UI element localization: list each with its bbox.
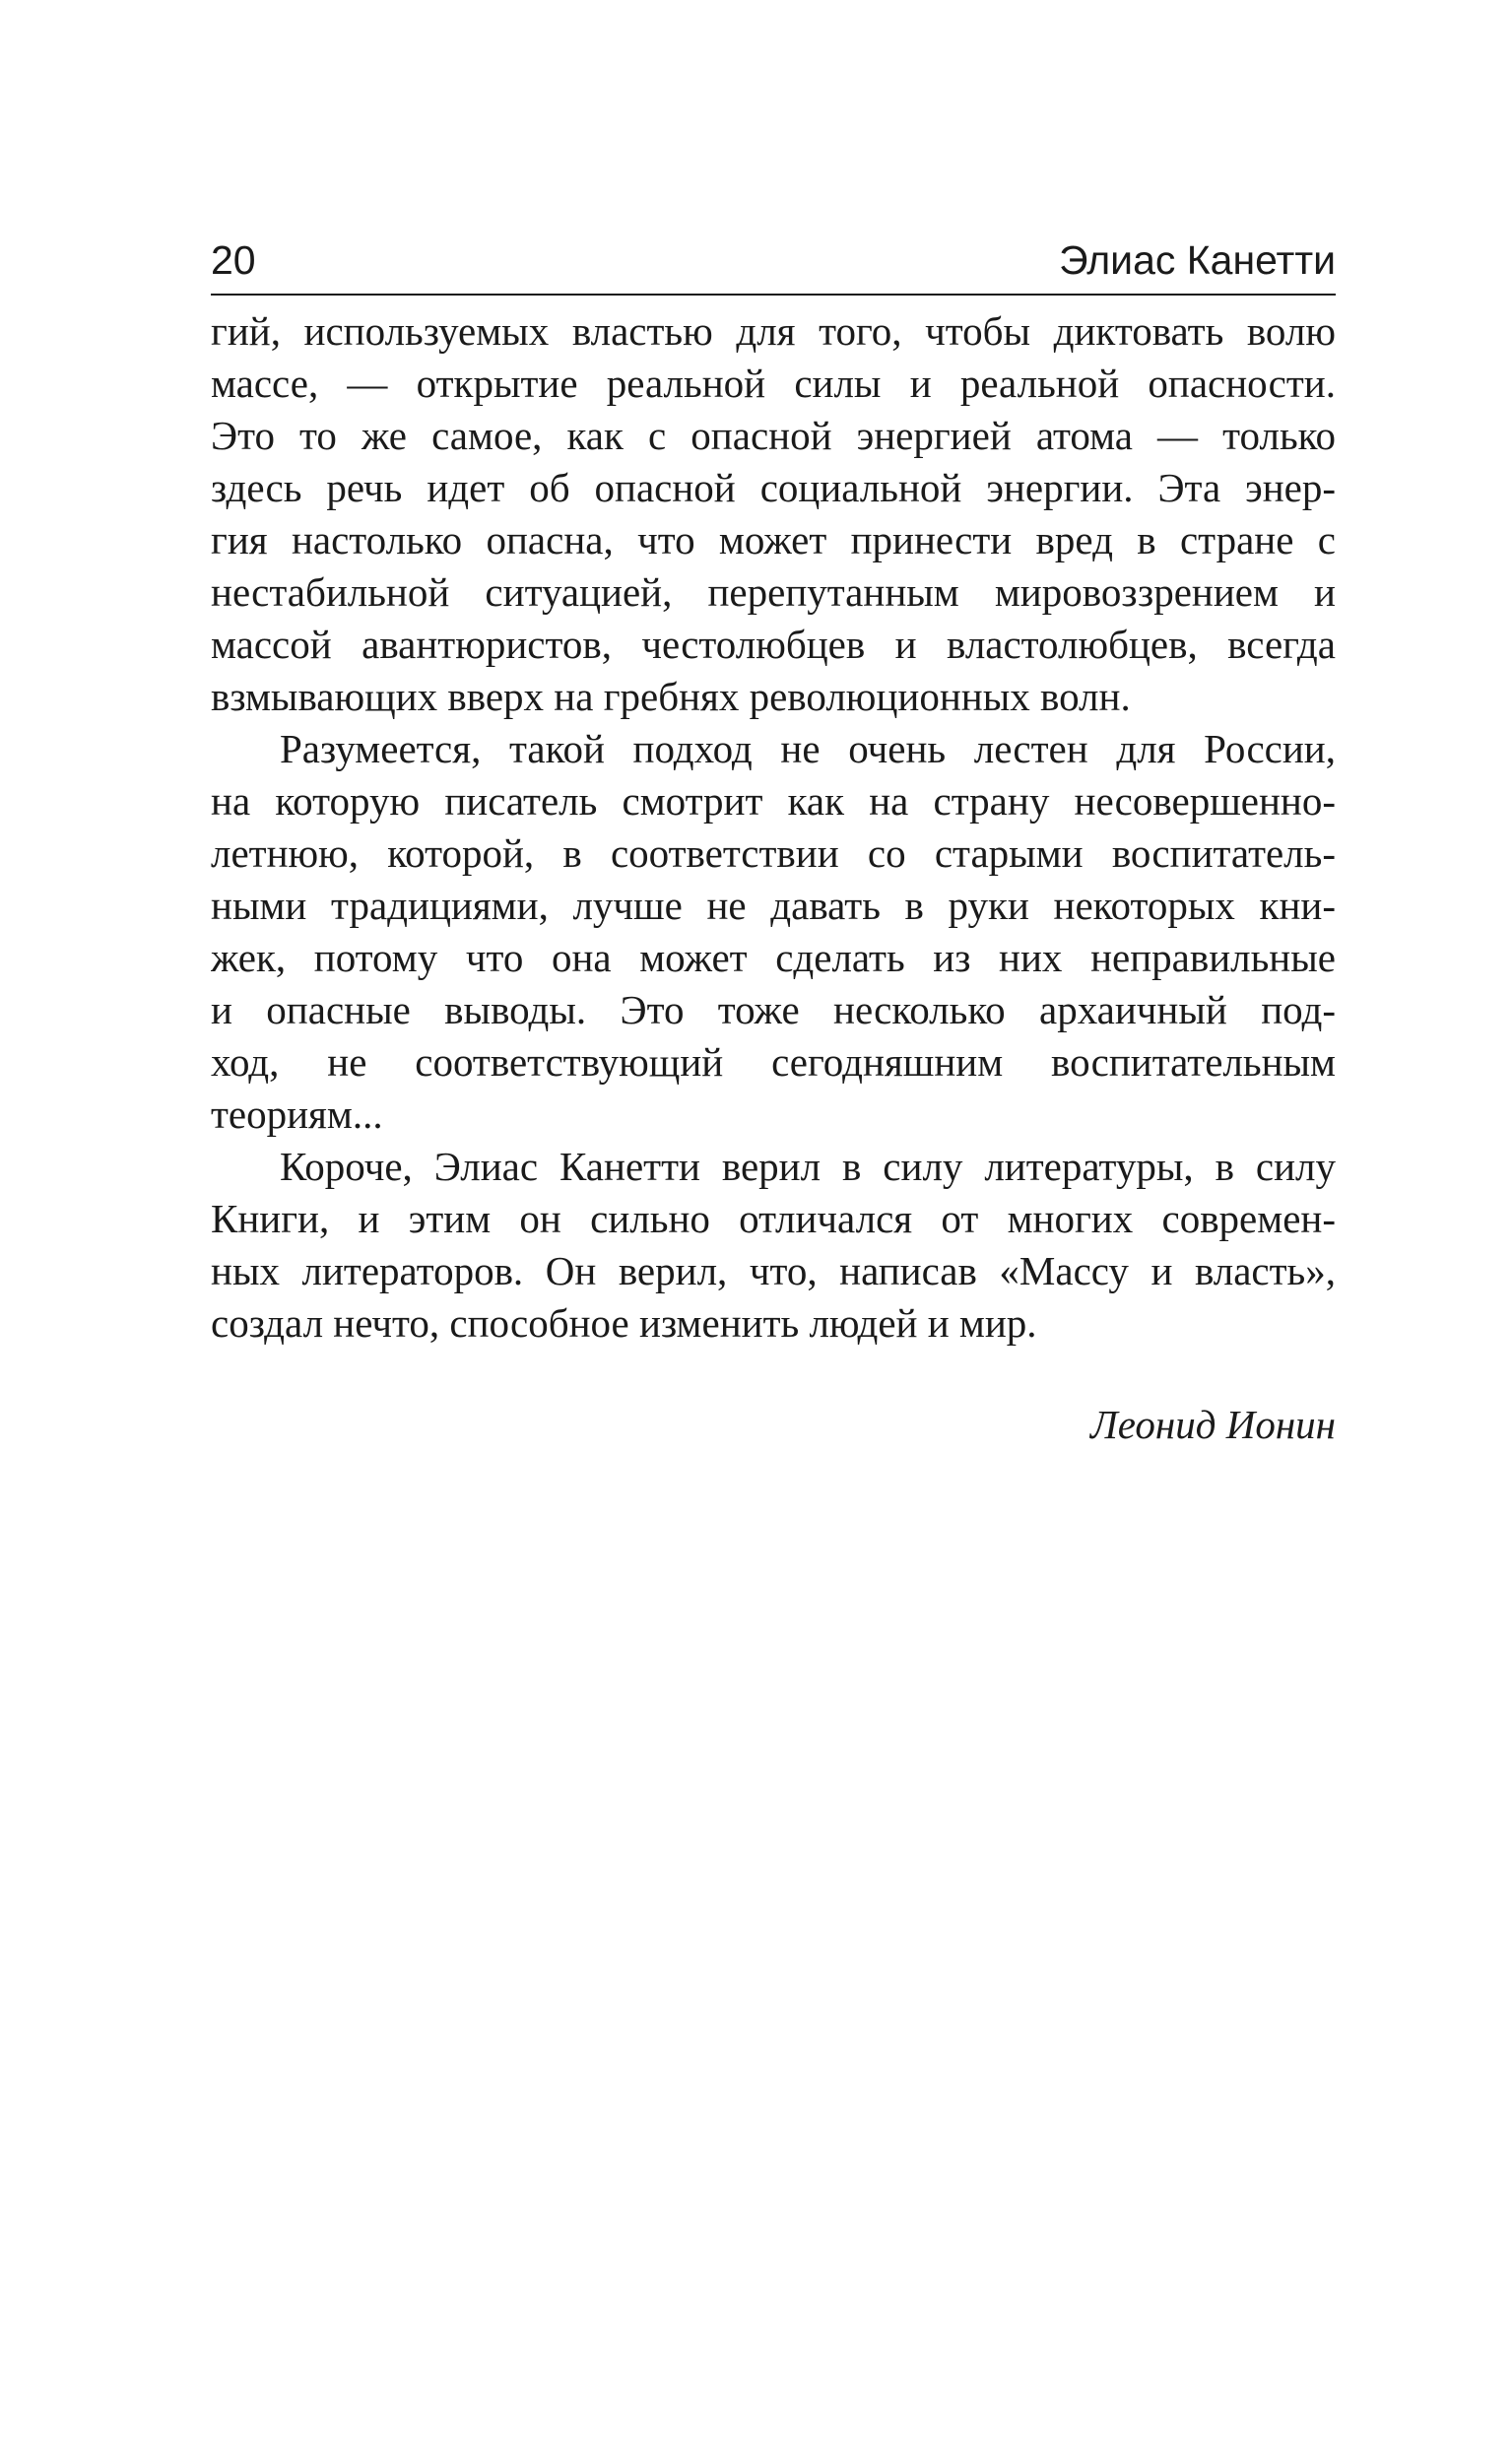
text-line: создал нечто, способное изменить людей и мир. bbox=[211, 1300, 1037, 1346]
text-line: и опасные выводы. Это тоже несколько архаичный под- bbox=[211, 987, 1336, 1032]
text-line: жек, потому что она может сделать из них неправильные bbox=[211, 935, 1336, 980]
body-text bbox=[211, 305, 1336, 1350]
author-signature: Леонид Ионин bbox=[1089, 1402, 1336, 1447]
text-line: нестабильной ситуацией, перепутанным мировоззрением и bbox=[211, 569, 1336, 615]
text-line: летнюю, которой, в соответствии со старыми воспитатель- bbox=[211, 830, 1336, 876]
text-line: массе, — открытие реальной силы и реальной опасности. bbox=[211, 361, 1336, 406]
text-line: ных литераторов. Он верил, что, написав «Массу и власть», bbox=[211, 1248, 1336, 1293]
text-line: теориям... bbox=[211, 1091, 383, 1137]
text-line: здесь речь идет об опасной социальной энергии. Эта энер- bbox=[211, 465, 1336, 510]
running-head bbox=[211, 225, 1336, 296]
running-title: Элиас Канетти bbox=[1059, 237, 1336, 283]
text-line: гий, используемых властью для того, чтобы диктовать волю bbox=[211, 308, 1336, 354]
text-line: ными традициями, лучше не давать в руки некоторых кни- bbox=[211, 883, 1336, 928]
text-line: массой авантюристов, честолюбцев и властолюбцев, всегда bbox=[211, 622, 1336, 667]
text-line: Короче, Элиас Канетти верил в силу литературы, в силу bbox=[280, 1144, 1336, 1189]
text-line: гия настолько опасна, что может принести вред в стране с bbox=[211, 517, 1336, 562]
text-line: Разумеется, такой подход не очень лестен для России, bbox=[280, 726, 1336, 771]
text-line: Книги, и этим он сильно отличался от многих современ- bbox=[211, 1196, 1336, 1241]
text-line: на которую писатель смотрит как на страну несовершенно- bbox=[211, 778, 1336, 824]
text-line: ход, не соответствующий сегодняшним воспитательным bbox=[211, 1039, 1336, 1085]
text-line: Это то же самое, как с опасной энергией атома — только bbox=[211, 413, 1336, 458]
text-line: взмывающих вверх на гребнях революционных волн. bbox=[211, 674, 1131, 719]
page-number: 20 bbox=[211, 237, 256, 283]
